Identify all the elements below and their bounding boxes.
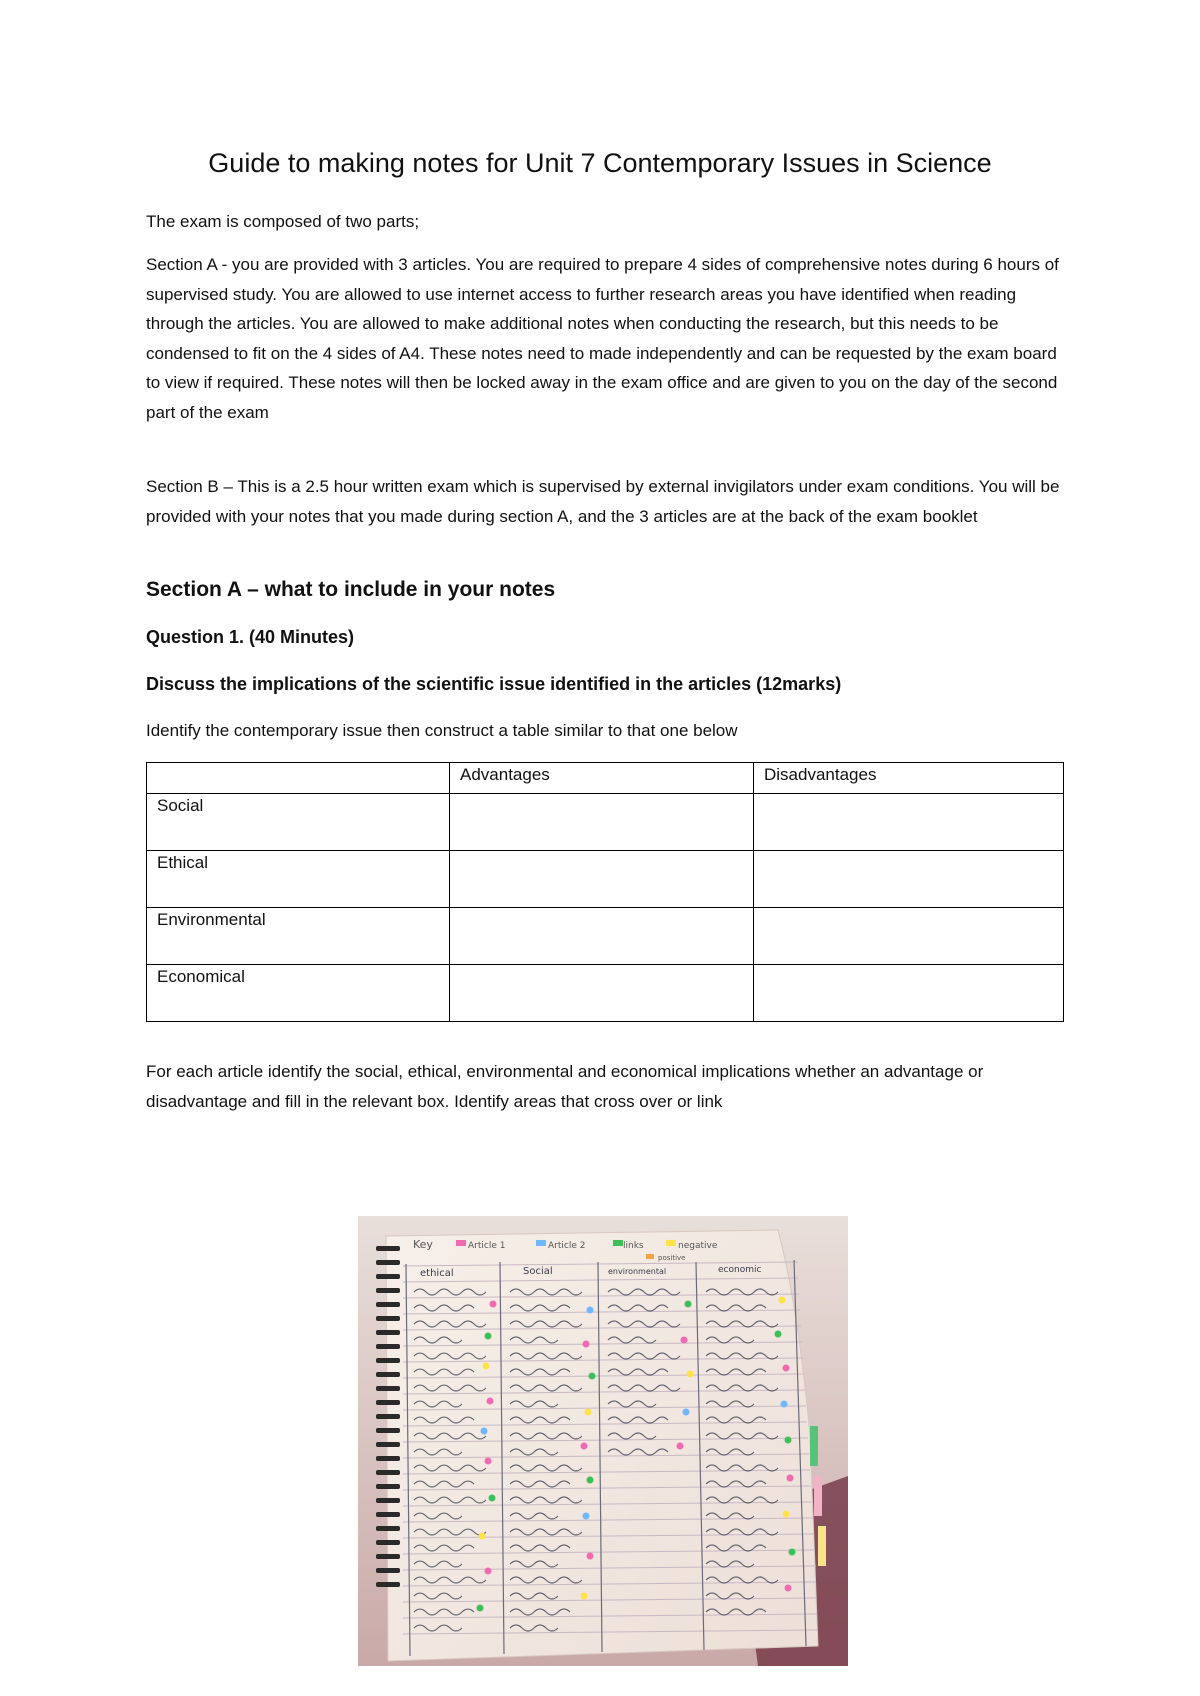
table-row — [147, 908, 1064, 965]
table-intro-text: Identify the contemporary issue then construct a table similar to that one below — [146, 721, 738, 740]
section-b-description: Section B – This is a 2.5 hour written exam which is supervised by external invigilators under exam conditions. You will be provided with your notes that you made during section A, and the 3 articles are at the back of the exam booklet — [146, 477, 1060, 526]
notebook-notes-photo — [358, 1216, 848, 1666]
table-header-disadvantages: Disadvantages — [754, 763, 1064, 794]
question-heading: Question 1. (40 Minutes) — [146, 627, 355, 647]
photo-article2-label: Article 2 — [548, 1241, 586, 1251]
intro-text: The exam is composed of two parts; — [146, 212, 420, 231]
table-cell — [450, 851, 754, 908]
table-header-blank — [147, 763, 450, 794]
photo-article1-label: Article 1 — [468, 1241, 506, 1251]
row-label-ethical: Ethical — [147, 851, 450, 908]
section-a-description: Section A - you are provided with 3 articles. You are required to prepare 4 sides of comprehensive notes during 6 hours of supervised study. You are allowed to use internet access to further research areas you have identified when reading through the articles. You are allowed to make additional notes when conducting the research, but this needs to be condensed to fit on the 4 sides of A4. These notes need to made independently and can be requested by the exam board to view if required. These notes will then be locked away in the exam office and are given to you on the day of the second part of the exam — [146, 255, 1059, 422]
photo-col-ethical: ethical — [420, 1268, 454, 1279]
table-header-advantages: Advantages — [450, 763, 754, 794]
table-header-row — [147, 763, 1064, 794]
table-row — [147, 965, 1064, 1022]
table-cell — [754, 851, 1064, 908]
table-cell — [450, 965, 754, 1022]
page-title: Guide to making notes for Unit 7 Contemporary Issues in Science — [208, 148, 992, 178]
photo-col-environmental: environmental — [608, 1267, 667, 1276]
implications-table — [146, 762, 1064, 1022]
row-label-social: Social — [147, 794, 450, 851]
table-row — [147, 794, 1064, 851]
table-row — [147, 851, 1064, 908]
table-cell — [754, 794, 1064, 851]
photo-key-label: Key — [413, 1238, 433, 1251]
section-a-heading: Section A – what to include in your notes — [146, 578, 556, 601]
row-label-economical: Economical — [147, 965, 450, 1022]
photo-links-label: links — [623, 1241, 644, 1251]
table-cell — [450, 794, 754, 851]
notebook-photo-illustration — [358, 1216, 848, 1666]
notebook-tab — [814, 1476, 822, 1516]
table-cell — [450, 908, 754, 965]
photo-negative-label: negative — [678, 1241, 718, 1251]
question-text: Discuss the implications of the scientific issue identified in the articles (12marks) — [146, 674, 842, 694]
photo-col-social: Social — [523, 1266, 553, 1277]
notebook-tab — [818, 1526, 826, 1566]
table-cell — [754, 965, 1064, 1022]
notebook-tab — [810, 1426, 818, 1466]
photo-col-economic: economic — [718, 1265, 762, 1275]
photo-positive-label: positive — [658, 1254, 686, 1262]
row-label-environmental: Environmental — [147, 908, 450, 965]
table-cell — [754, 908, 1064, 965]
after-table-text: For each article identify the social, ethical, environmental and economical implications whether an advantage or disadvantage and fill in the relevant box. Identify areas that cross over or link — [146, 1062, 984, 1111]
